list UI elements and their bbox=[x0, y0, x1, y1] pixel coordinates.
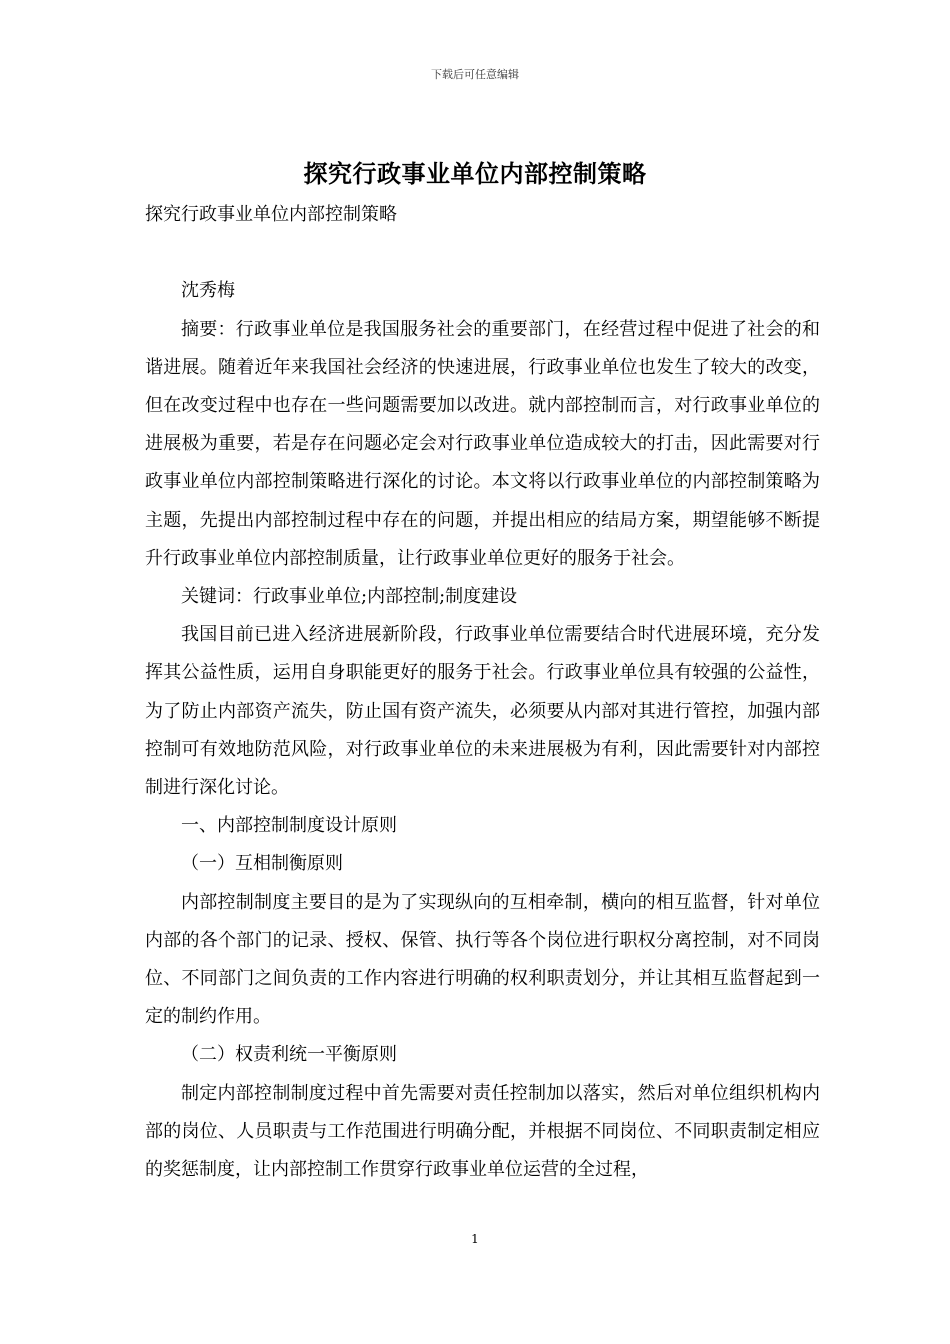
blank-line bbox=[145, 234, 820, 272]
page-header-note: 下载后可任意编辑 bbox=[431, 68, 519, 81]
subsection-heading-2: （二）权责利统一平衡原则 bbox=[181, 1044, 397, 1066]
body-paragraph: 制定内部控制制度过程中首先需要对责任控制加以落实，然后对单位组织机构内部的岗位、人员职责与工作范围进行明确分配，并根据不同岗位、不同职责制定相应的奖惩制度，让内部控制工作贯穿行政事业单位运营的全过程， bbox=[145, 1082, 820, 1181]
keywords-paragraph: 关键词：行政事业单位;内部控制;制度建设 bbox=[181, 586, 518, 608]
document-body bbox=[145, 196, 820, 1189]
author-name: 沈秀梅 bbox=[181, 280, 235, 302]
intro-paragraph: 我国目前已进入经济进展新阶段，行政事业单位需要结合时代进展环境，充分发挥其公益性质，运用自身职能更好的服务于社会。行政事业单位具有较强的公益性，为了防止内部资产流失，防止国有资产流失，必须要从内部对其进行管控，加强内部控制可有效地防范风险，对行政事业单位的未来进展极为有利，因此需要针对内部控制进行深化讨论。 bbox=[145, 624, 820, 799]
abstract-paragraph: 摘要：行政事业单位是我国服务社会的重要部门，在经营过程中促进了社会的和谐进展。随着近年来我国社会经济的快速进展，行政事业单位也发生了较大的改变，但在改变过程中也存在一些问题需要加以改进。就内部控制而言，对行政事业单位的进展极为重要，若是存在问题必定会对行政事业单位造成较大的打击，因此需要对行政事业单位内部控制策略进行深化的讨论。本文将以行政事业单位的内部控制策略为主题，先提出内部控制过程中存在的问题，并提出相应的结局方案，期望能够不断提升行政事业单位内部控制质量，让行政事业单位更好的服务于社会。 bbox=[145, 318, 820, 569]
page-number: 1 bbox=[471, 1232, 479, 1246]
body-paragraph: 内部控制制度主要目的是为了实现纵向的互相牵制，横向的相互监督，针对单位内部的各个部门的记录、授权、保管、执行等各个岗位进行职权分离控制，对不同岗位、不同部门之间负责的工作内容进行明确的权利职责划分，并让其相互监督起到一定的制约作用。 bbox=[145, 891, 820, 1028]
document-title: 探究行政事业单位内部控制策略 bbox=[303, 159, 647, 188]
section-heading-1: 一、内部控制制度设计原则 bbox=[181, 815, 397, 837]
document-subtitle: 探究行政事业单位内部控制策略 bbox=[145, 204, 397, 225]
subsection-heading-1: （一）互相制衡原则 bbox=[181, 853, 343, 875]
